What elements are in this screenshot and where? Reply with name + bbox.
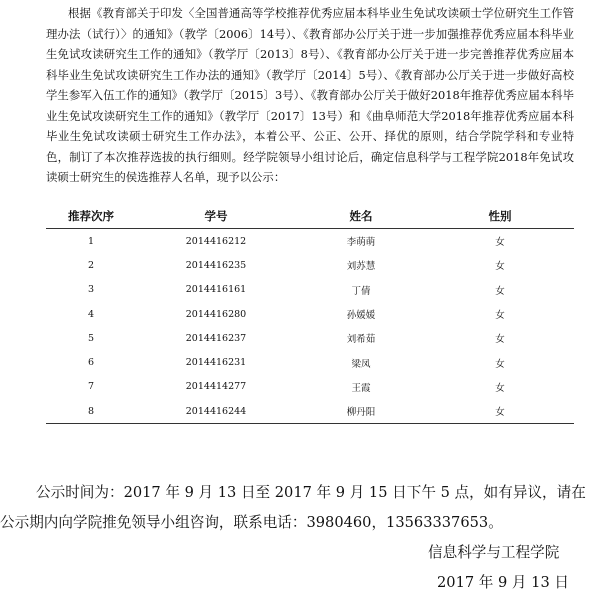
- table-row: [46, 302, 574, 326]
- table-row: [46, 375, 574, 399]
- cell-gender: 女: [495, 358, 505, 370]
- cell-gender: 女: [495, 285, 505, 297]
- cell-gender: 女: [495, 310, 505, 322]
- header-rank: 推荐次序: [46, 204, 136, 229]
- cell-gender: 女: [495, 261, 505, 273]
- cell-rank: 5: [87, 332, 95, 344]
- table-header-row: [46, 204, 574, 229]
- signature-date: 2017 年 9 月 13 日: [437, 574, 569, 591]
- header-gender: 性别: [426, 204, 574, 229]
- cell-name: 柳丹阳: [296, 399, 426, 424]
- notice-line-1: 公示时间为：2017 年 9 月 13 日至 2017 年 9 月 15 日下午 5 点，如有异议，请在: [36, 484, 586, 501]
- table-row: [46, 399, 574, 424]
- cell-gender: 女: [495, 382, 505, 394]
- cell-student-id: 2014416161: [185, 284, 247, 296]
- cell-student-id: 2014416231: [185, 357, 247, 369]
- table-row: [46, 350, 574, 374]
- cell-rank: 7: [87, 381, 95, 393]
- signature-block: [400, 538, 600, 598]
- notice-line-2: 公示期内向学院推免领导小组咨询，联系电话：3980460，13563337653。: [0, 514, 503, 531]
- cell-student-id: 2014416237: [185, 332, 247, 344]
- table-row: [46, 326, 574, 350]
- cell-name: 刘希茹: [346, 334, 376, 346]
- cell-rank: 6: [87, 357, 95, 369]
- cell-student-id: 2014416235: [185, 259, 247, 271]
- header-student-id: 学号: [136, 204, 296, 229]
- cell-gender: 女: [495, 237, 505, 249]
- notice-text: [0, 478, 616, 538]
- cell-rank: 4: [87, 308, 95, 320]
- cell-name: 丁倩: [351, 285, 371, 297]
- table-row: [46, 278, 574, 302]
- table-row: [46, 253, 574, 277]
- cell-student-id: 2014416212: [185, 235, 247, 247]
- cell-name: 刘苏慧: [346, 261, 376, 273]
- cell-gender: 女: [495, 334, 505, 346]
- cell-student-id: 2014416244: [136, 399, 296, 424]
- cell-name: 李萌萌: [346, 237, 376, 249]
- cell-rank: 3: [87, 284, 95, 296]
- cell-name: 孙媛媛: [346, 310, 376, 322]
- cell-name: 王霞: [351, 382, 371, 394]
- cell-gender: 女: [426, 399, 574, 424]
- candidate-table: [46, 204, 574, 424]
- cell-student-id: 2014416280: [185, 308, 247, 320]
- intro-paragraph: 根据《教育部关于印发〈全国普通高等学校推荐优秀应届本科毕业生免试攻读硕士学位研究生工作管理办法（试行）〉的通知》（教学〔2006〕14号）、《教育部办公厅关于进一步加强推荐优秀应届本科毕业生免试攻读研究生工作的通知》（教学厅〔2013〕8号）、《教育部办公厅关于进一步完善推荐优秀应届本科毕业生免试攻读研究生工作办法的通知》（教学厅〔2014〕5号）、《教育部办公厅关于进一步做好高校学生参军入伍工作的通知》（教学厅〔2015〕3号）、《教育部办公厅关于做好2018年推荐优秀应届本科毕业生免试攻读研究生工作的通知》（教学厅〔2017〕13号）和《曲阜师范大学2018年推荐优秀应届本科毕业生免试攻读硕士研究生工作办法》，本着公平、公正、公开、择优的原则，结合学院学科和专业特色，制订了本次推荐选拔的执行细则。经学院领导小组讨论后，确定信息科学与工程学院2018年免试攻读硕士研究生的侯选推荐人名单，现予以公示：: [46, 6, 574, 184]
- cell-rank: 1: [87, 235, 95, 247]
- cell-rank: 2: [87, 259, 95, 271]
- cell-student-id: 2014414277: [185, 381, 247, 393]
- table-row: [46, 229, 574, 254]
- cell-rank: 8: [46, 399, 136, 424]
- cell-name: 梁凤: [351, 358, 371, 370]
- header-name: 姓名: [296, 204, 426, 229]
- signature-org: 信息科学与工程学院: [428, 544, 560, 561]
